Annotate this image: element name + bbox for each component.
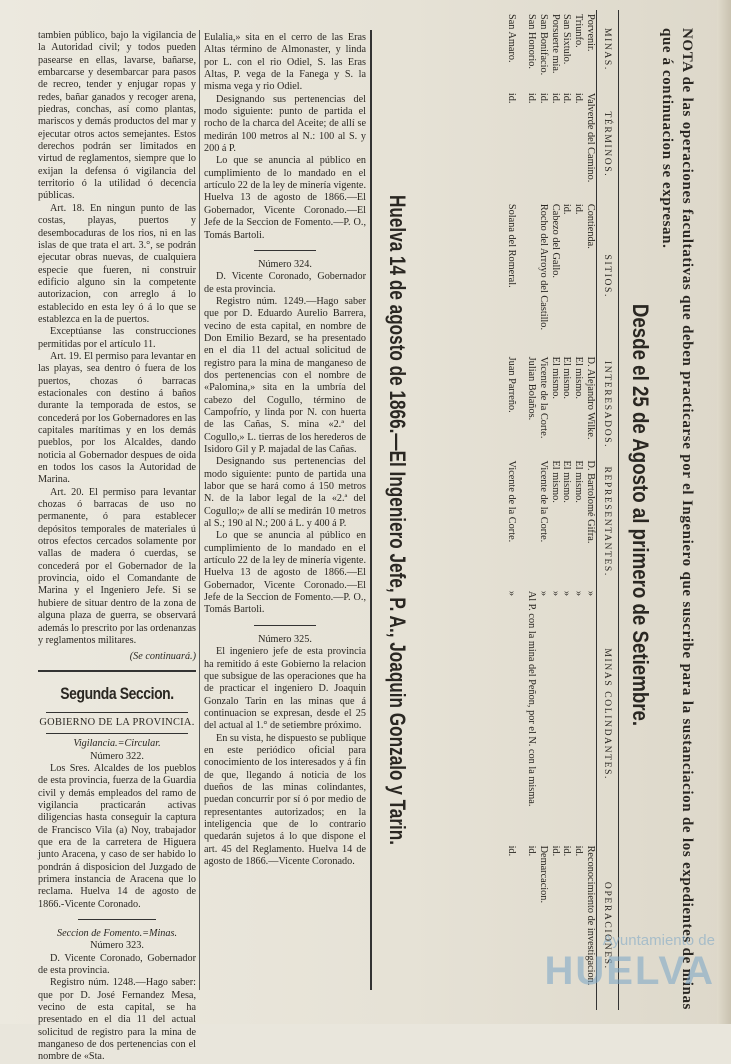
column-header: OPERACIONES. bbox=[597, 842, 619, 1010]
table-cell: Valverde del Camino. bbox=[585, 92, 596, 183]
table-cell: San Sixtulo. bbox=[561, 14, 573, 65]
table-cell: id. bbox=[526, 845, 538, 857]
paragraph: D. Vicente Coronado, Gobernador de esta provincia. bbox=[38, 952, 196, 977]
number-heading: Número 323. bbox=[90, 940, 144, 952]
paragraph: Lo que se anuncia al público en cumplimiento de lo mandado en el artículo 22 de la ley de minería vigente. Huelva 13 de agosto de 1866.—El Gobernador, Vicente Coronado.—El Jefe de la Seccion de Fomento.—P. O., Tomás Bartoli. bbox=[204, 155, 366, 241]
column-header: REPRESENTANTES. bbox=[597, 457, 619, 587]
rotated-mining-table-section bbox=[380, 10, 705, 1020]
signature-line: Huelva 14 de agosto de 1866.—El Ingeniero Jefe, P. A., Joaquin Gonzalo y Tarin. bbox=[385, 194, 410, 846]
table-cell: Solana del Romeral. bbox=[506, 203, 518, 288]
table-cell: » bbox=[573, 590, 585, 596]
paragraph: Registro núm. 1249.—Hago saber que por D. Eduardo Aurelio Barrera, vecino de esta capital, en nombre de Don Emilio Bezard, se ha presentado en el dia 11 del actual solicitud de registro para la mina de manganeso de dos pertenencias con el nombre de «Palomina,» sita en la umbría del cabezo del Cogullo, término de Campofrío, y linda por N. con huerta de las Cañas, S. mina «2.ª del Cogullo,» L. tierras de los herederos de Isidoro Gil y P. majadal de las Cañas. bbox=[204, 295, 366, 455]
table-cell: Porsuerte mía. bbox=[549, 14, 561, 74]
table-cell: El mismo. bbox=[549, 356, 561, 400]
table-cell: D. Alejandro Wilke. bbox=[585, 356, 596, 440]
table-cell: id. bbox=[561, 203, 573, 215]
page-edge bbox=[717, 0, 731, 1024]
column-middle bbox=[204, 32, 366, 868]
table-cell: id. bbox=[549, 845, 561, 857]
table-cell: Vicente de la Corte. bbox=[537, 356, 549, 439]
watermark-line: HUELVA bbox=[544, 949, 715, 993]
paragraph: Designando sus pertenencias del modo siguiente: punto de partida una labor que se hará como á 150 metros N. de la labor legal de la «2.ª del Cogullo;» de allí se medirán 10 metros al S.; 190 al N.; 200 á L. y 400 á P. bbox=[204, 456, 366, 530]
divider bbox=[46, 712, 188, 713]
table-cell: Cabezo del Gallo. bbox=[549, 203, 561, 278]
table-cell: Al P. con la mina del Peñon, por el N. con la misma. bbox=[526, 590, 538, 807]
table-row bbox=[525, 10, 537, 1010]
paragraph: Designando sus pertenencias del modo siguiente: punto de partida el rocho de la charca del Aceite; de allí se medirán 100 metros al N.: 100 al S. y 200 á P. bbox=[204, 93, 366, 155]
table-row bbox=[537, 10, 549, 1010]
paragraph: Eulalia,» sita en el cerro de las Eras Altas término de Almonaster, y linda por L. con el rio Odiel, S. las Eras Altas, P. vega de la Fanega y S. la misma vega y rio Odiel. bbox=[204, 32, 366, 93]
table-cell: » bbox=[549, 590, 561, 596]
divider bbox=[254, 250, 316, 251]
table-cell: El mismo. bbox=[561, 356, 573, 400]
number-heading: Número 325. bbox=[258, 633, 312, 645]
table-cell: id. bbox=[549, 92, 561, 104]
divider bbox=[38, 670, 196, 672]
table-cell: El mismo. bbox=[573, 460, 585, 503]
table-cell: id. bbox=[573, 203, 585, 215]
table-cell: El mismo. bbox=[561, 460, 573, 503]
vigilance-heading: Vigilancia.=Circular. bbox=[73, 738, 161, 750]
table-cell: id. bbox=[537, 92, 549, 104]
table-heading: NOTA de las operaciones facultativas que deben practicarse por el Ingeniero que suscribe para la sustanciacion de los expedientes de minas que á continuacion se expresan. bbox=[659, 28, 695, 1010]
paragraph: Los Sres. Alcaldes de los pueblos de esta provincia, fuerza de la Guardia civil y demás empleados del ramo de vigilancia practicarán activas diligencias hasta conseguir la captura de Francisco Vila (a) Noy, trabajador que era de la carretera de Higuera junto Aracena, y caso de ser habido lo pondrán á disposicion del Juzgado de primera instancia de Aracena que lo reclama. Huelva 14 de agosto de 1866.-Vicente Coronado. bbox=[38, 762, 196, 910]
archive-watermark bbox=[445, 932, 715, 994]
to-be-continued: (Se continuará.) bbox=[129, 651, 196, 663]
column-rule bbox=[199, 30, 200, 990]
table-cell bbox=[525, 457, 537, 587]
table-cell: » bbox=[537, 590, 549, 596]
table-cell: Rocho del Arroyo del Castillo. bbox=[537, 203, 549, 331]
fomento-heading: Seccion de Fomento.=Minas. bbox=[56, 928, 178, 940]
column-rule-heavy bbox=[370, 30, 372, 990]
table-cell: id. bbox=[573, 92, 585, 104]
table-cell: Vicente de la Corte. bbox=[506, 460, 518, 543]
paragraph: D. Vicente Coronado, Gobernador de esta provincia. bbox=[204, 271, 366, 295]
table-cell: Julian Bolaños. bbox=[526, 356, 538, 421]
paragraph: Art. 20. El permiso para levantar chozas ó barracas de uso no permanente, ó para establecer depósitos temporales de materiales ú otros efectos cercados solamente por vallas de madera ó cuerdas, se concederá por el Gobernador de la provincia, oido el Comandante de Marina y el Ingeniero Jefe. Si se hubiere de situar dentro de la zona de alguna plaza de guerra, se observará además lo prescrito por las ordenanzas y reglamentos militares. bbox=[38, 486, 196, 646]
column-header: MINAS. bbox=[597, 10, 619, 89]
table-cell: » bbox=[561, 590, 573, 596]
table-cell: id. bbox=[506, 92, 518, 104]
table-row bbox=[505, 10, 525, 1010]
table-body bbox=[505, 10, 596, 1010]
divider bbox=[46, 733, 188, 734]
table-header-row bbox=[597, 10, 619, 1010]
table-cell: Porvenir. bbox=[585, 14, 596, 52]
table-cell: D. Bartolomé Gifra. bbox=[585, 460, 596, 544]
table-cell: id. bbox=[573, 845, 585, 857]
table-row bbox=[549, 10, 561, 1010]
column-header: INTERESADOS. bbox=[597, 353, 619, 457]
table-cell: id. bbox=[561, 845, 573, 857]
table-row bbox=[584, 10, 596, 1010]
table-row bbox=[561, 10, 573, 1010]
table-cell: id. bbox=[506, 845, 518, 857]
table-cell: San Amaro. bbox=[506, 14, 518, 63]
table-row bbox=[572, 10, 584, 1010]
column-header: TÉRMINOS. bbox=[597, 89, 619, 200]
table-cell bbox=[525, 200, 537, 353]
table-cell: Vicente de la Corte. bbox=[537, 460, 549, 543]
table-cell: » bbox=[585, 590, 596, 596]
paragraph: Art. 19. El permiso para levantar en las playas, sea dentro ó fuera de los puertos, chozas ó barracas estacionales con destino á baños durante la temporada de estos, se concederá por los Gobernadores en las capitales marítimas y en los demás pueblos, por los Alcaldes, dando noticia al Gobernador despues de oida en todos los casos la Autoridad de Marina. bbox=[38, 350, 196, 486]
paragraph: tambien público, bajo la vigilancia de la Autoridad civil; y todos pueden pasearse en ellas, lavarse, bañarse, embarcarse y desembarcar para pasos de recreo, tender y enjugar ropas y redes, bañar ganados y recoger arena, piedras, conchas, así como plantas, mariscos y demás productos del mar y ejecutar otros actos semejantes. Estos derechos podrán ser limitados en virtud de reglamentos, siempre que lo exijan la defensa ó vigilancia del territorio ó la utilidad ó decencia públicas. bbox=[38, 30, 196, 202]
paragraph: Lo que se anuncia al público en cumplimiento de lo mandado en el artículo 22 de la ley de minería vigente. Huelva 13 de agosto de 1866.—El Gobernador, Vicente Coronado.—El Jefe de la Seccion de Fomento.—P. O., Tomás Bartoli. bbox=[204, 530, 366, 616]
table-cell: id. bbox=[561, 92, 573, 104]
paragraph: En su vista, he dispuesto se publique en este periódico oficial para conocimiento de los interesados y á fin de que, llegando á noticia de los dueños de las minas colindantes, puedan concurrir por sí ó por medio de representantes autorizados; en la inteligencia que de lo contrario quedarán sujetos á lo que dispone el art. 45 del Reglamento. Huelva 14 de agosto de 1866.—Vicente Coronado. bbox=[204, 732, 366, 867]
section-title: Segunda Seccion. bbox=[60, 683, 174, 703]
paragraph: Art. 18. En ningun punto de las costas, playas, puertos y desembocaduras de los rios, ni en las islas de que trata el art. 3.°, se podrán ejecutar obras nuevas, de cualquiera especie que fueren, ni construir edificio alguno sin la competente autorizacion, con arreglo á lo establecido en esta ley ó á lo que se establezca en la de puertos. bbox=[38, 202, 196, 325]
mining-operations-table bbox=[505, 10, 619, 1010]
table-cell: San Bonifacio. bbox=[537, 14, 549, 76]
table-cell: Contienda. bbox=[585, 203, 596, 249]
table-cell: San Honorio. bbox=[526, 14, 538, 69]
table-cell: El mismo. bbox=[549, 460, 561, 503]
table-cell: Demarcacion. bbox=[537, 845, 549, 904]
table-cell: Reconocimiento de investigacion. bbox=[585, 845, 596, 986]
divider bbox=[254, 625, 316, 626]
column-header: SITIOS. bbox=[597, 200, 619, 353]
date-range-heading: Desde el 25 de Agosto al primero de Setiembre. bbox=[628, 303, 653, 727]
column-left bbox=[38, 30, 196, 1064]
table-cell: id. bbox=[526, 92, 538, 104]
table-cell: Triunfo. bbox=[573, 14, 585, 48]
paragraph: El ingeniero jefe de esta provincia ha remitido á este Gobierno la relacion que subsigue de las operaciones que ha de practicar el ingeniero D. Joaquin Gonzalo Tarin en las minas que á continuacion se expresan, desde el 25 del actual al 1.° de setiembre próximo. bbox=[204, 646, 366, 732]
table-cell: Juan Parreño. bbox=[506, 356, 518, 413]
number-heading: Número 324. bbox=[258, 258, 312, 270]
divider bbox=[78, 919, 156, 920]
column-header: MINAS COLINDANTES. bbox=[597, 587, 619, 842]
paragraph: Registro núm. 1248.—Hago saber: que por D. José Fernandez Mesa, vecino de esta capital, se ha presentado en el dia 11 del actual solicitud de registro para la mina de manganeso de dos pertenencias con el nombre de «Sta. bbox=[38, 977, 196, 1063]
table-cell: » bbox=[506, 590, 518, 596]
paragraph: Exceptúanse las construcciones permitidas por el artículo 11. bbox=[38, 326, 196, 350]
watermark-line: Ayuntamiento de bbox=[602, 932, 715, 949]
government-heading: GOBIERNO DE LA PROVINCIA. bbox=[39, 716, 195, 728]
number-heading: Número 322. bbox=[90, 750, 144, 762]
table-cell: El mismo. bbox=[573, 356, 585, 400]
